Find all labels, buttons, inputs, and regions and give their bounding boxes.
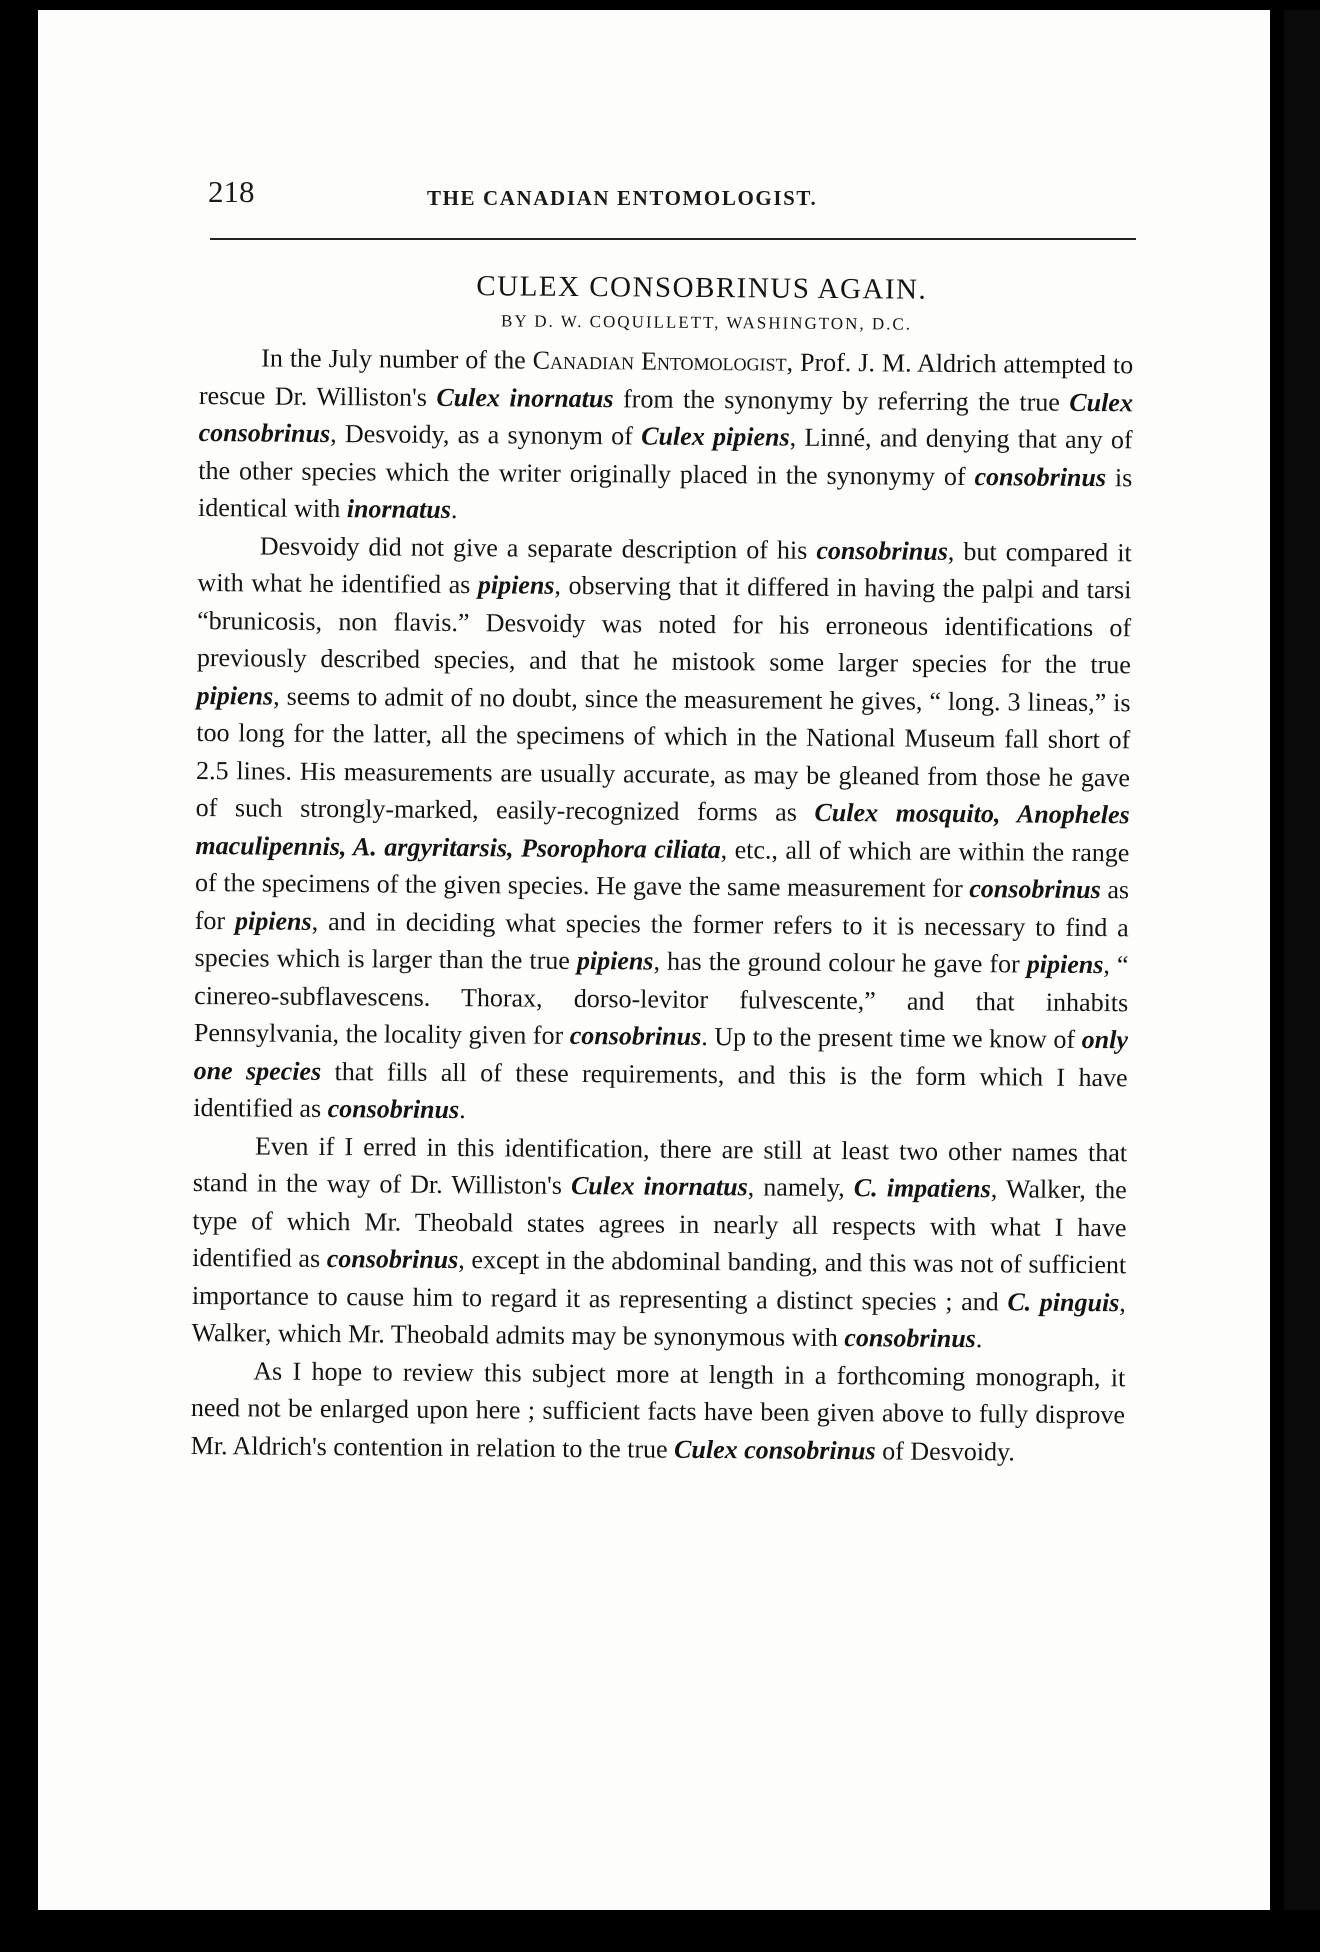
header-rule xyxy=(210,238,1136,240)
italic-term: C. pinguis xyxy=(1007,1286,1120,1317)
text-run: , except in the abdominal banding, and this was not of sufficient importance to cause him to regard it as representing a distinct species ; and xyxy=(191,1245,1127,1316)
paragraph-3 xyxy=(191,1126,1127,1358)
article xyxy=(191,262,1134,1471)
text-run: . xyxy=(459,1095,466,1125)
italic-term: consobrinus xyxy=(969,874,1101,905)
scan-bottom-border xyxy=(0,1910,1320,1952)
italic-term: Culex inornatus xyxy=(436,382,614,413)
text-run: Desvoidy did not give a separate description of his xyxy=(259,530,817,565)
italic-term: consobrinus xyxy=(326,1244,459,1275)
text-run: , seems to admit of no doubt, since the measurement he gives, “ long. 3 lineas,” is too long for the latter, all the specimens of which in the National Museum fall short of 2.5 lines. His measurements are usually accurate, as may be gleaned from those he gave of such strongly-marked, easily-recognized forms as xyxy=(195,681,1131,827)
text-run: of Desvoidy. xyxy=(875,1435,1015,1466)
italic-term: consobrinus xyxy=(816,535,948,566)
article-title: CULEX CONSOBRINUS AGAIN. xyxy=(476,270,928,306)
italic-term: pipiens xyxy=(196,680,274,711)
facing-page-edge xyxy=(1284,10,1320,1910)
italic-term: pipiens xyxy=(1026,949,1104,980)
italic-term: pipiens xyxy=(234,905,312,936)
italic-term: Culex inornatus xyxy=(570,1170,748,1202)
text-run: , Linné, and denying that any of the other species which the writer originally placed in the synonymy of xyxy=(198,422,1133,491)
italic-term: consobrinus xyxy=(327,1094,460,1125)
text-run: , Prof. J. M. Aldrich attempted to rescue Dr. Williston's xyxy=(198,347,1134,412)
text-run: . xyxy=(975,1324,983,1354)
text-run: . Up to the present time we know of xyxy=(701,1021,1082,1054)
text-run: as for xyxy=(194,875,1130,935)
text-run: , namely, xyxy=(747,1172,854,1203)
paragraph-1 xyxy=(198,339,1133,534)
italic-term: Culex consobrinus xyxy=(198,387,1134,449)
text-run: , observing that it differed in having the palpi and tarsi “brunicosis, non flavis.” Desvoidy was noted for his erroneous identifications of previously described species, and that he mistook some larger species for the true xyxy=(196,570,1132,680)
paragraph-2 xyxy=(193,526,1132,1133)
text-run: , “ cinereo-subflavescens. Thorax, dorso-levitor fulvescente,” and that inhabits Pennsylvania, the locality given for xyxy=(193,950,1129,1050)
text-run: that fills all of these requirements, and this is the form which I have identified as xyxy=(193,1056,1128,1124)
italic-term: pipiens xyxy=(576,945,654,976)
italic-term: C. impatiens xyxy=(853,1173,991,1204)
italic-term: Culex pipiens xyxy=(641,421,790,452)
journal-title: THE CANADIAN ENTOMOLOGIST. xyxy=(427,186,818,210)
article-byline: BY D. W. COQUILLETT, WASHINGTON, D.C. xyxy=(500,311,913,334)
italic-term: consobrinus xyxy=(844,1323,976,1354)
italic-term: only one species xyxy=(193,1024,1129,1086)
text-run: . xyxy=(450,494,458,525)
small-caps-title: Canadian Entomologist xyxy=(532,345,787,377)
italic-term: Culex consobrinus xyxy=(674,1434,876,1465)
page-number: 218 xyxy=(208,174,255,209)
italic-term: consobrinus xyxy=(974,461,1107,492)
text-run: , Walker, which Mr. Theobald admits may be synonymous with xyxy=(191,1287,1126,1353)
text-run: In the July number of the xyxy=(261,343,533,375)
text-run: , Desvoidy, as a synonym of xyxy=(330,419,642,451)
text-run: , but compared it with what he identified as xyxy=(197,536,1132,600)
text-run: Even if I erred in this identification, there are still at least two other names that stand in the way of Dr. Williston's xyxy=(192,1130,1128,1200)
italic-term: pipiens xyxy=(477,570,555,600)
text-run: As I hope to review this subject more at length in a forthcoming monograph, it need not be enlarged upon here ; sufficient facts have been given above to fully disprove Mr. Aldrich's contention in relation to the true xyxy=(190,1355,1126,1464)
italic-term: inornatus xyxy=(346,494,452,524)
text-run: is identical with xyxy=(197,462,1133,524)
text-run: from the synonymy by referring the true xyxy=(613,383,1070,417)
text-run: , Walker, the type of which Mr. Theobald states agrees in nearly all respects with what I have identified as xyxy=(192,1174,1127,1274)
running-head xyxy=(172,172,1138,222)
italic-term: consobrinus xyxy=(569,1020,702,1051)
italic-term: Culex mosquito, Anopheles maculipennis, A. argyritarsis, Psorophora ciliata xyxy=(195,797,1130,864)
paragraph-4 xyxy=(191,1351,1126,1471)
text-run: , etc., all of which are within the range of the specimens of the given species. He gave the same measurement for xyxy=(195,834,1130,904)
text-run: , has the ground colour he gave for xyxy=(653,946,1027,979)
text-run: , and in deciding what species the former refers to it is necessary to find a species which is larger than the true xyxy=(194,906,1129,975)
